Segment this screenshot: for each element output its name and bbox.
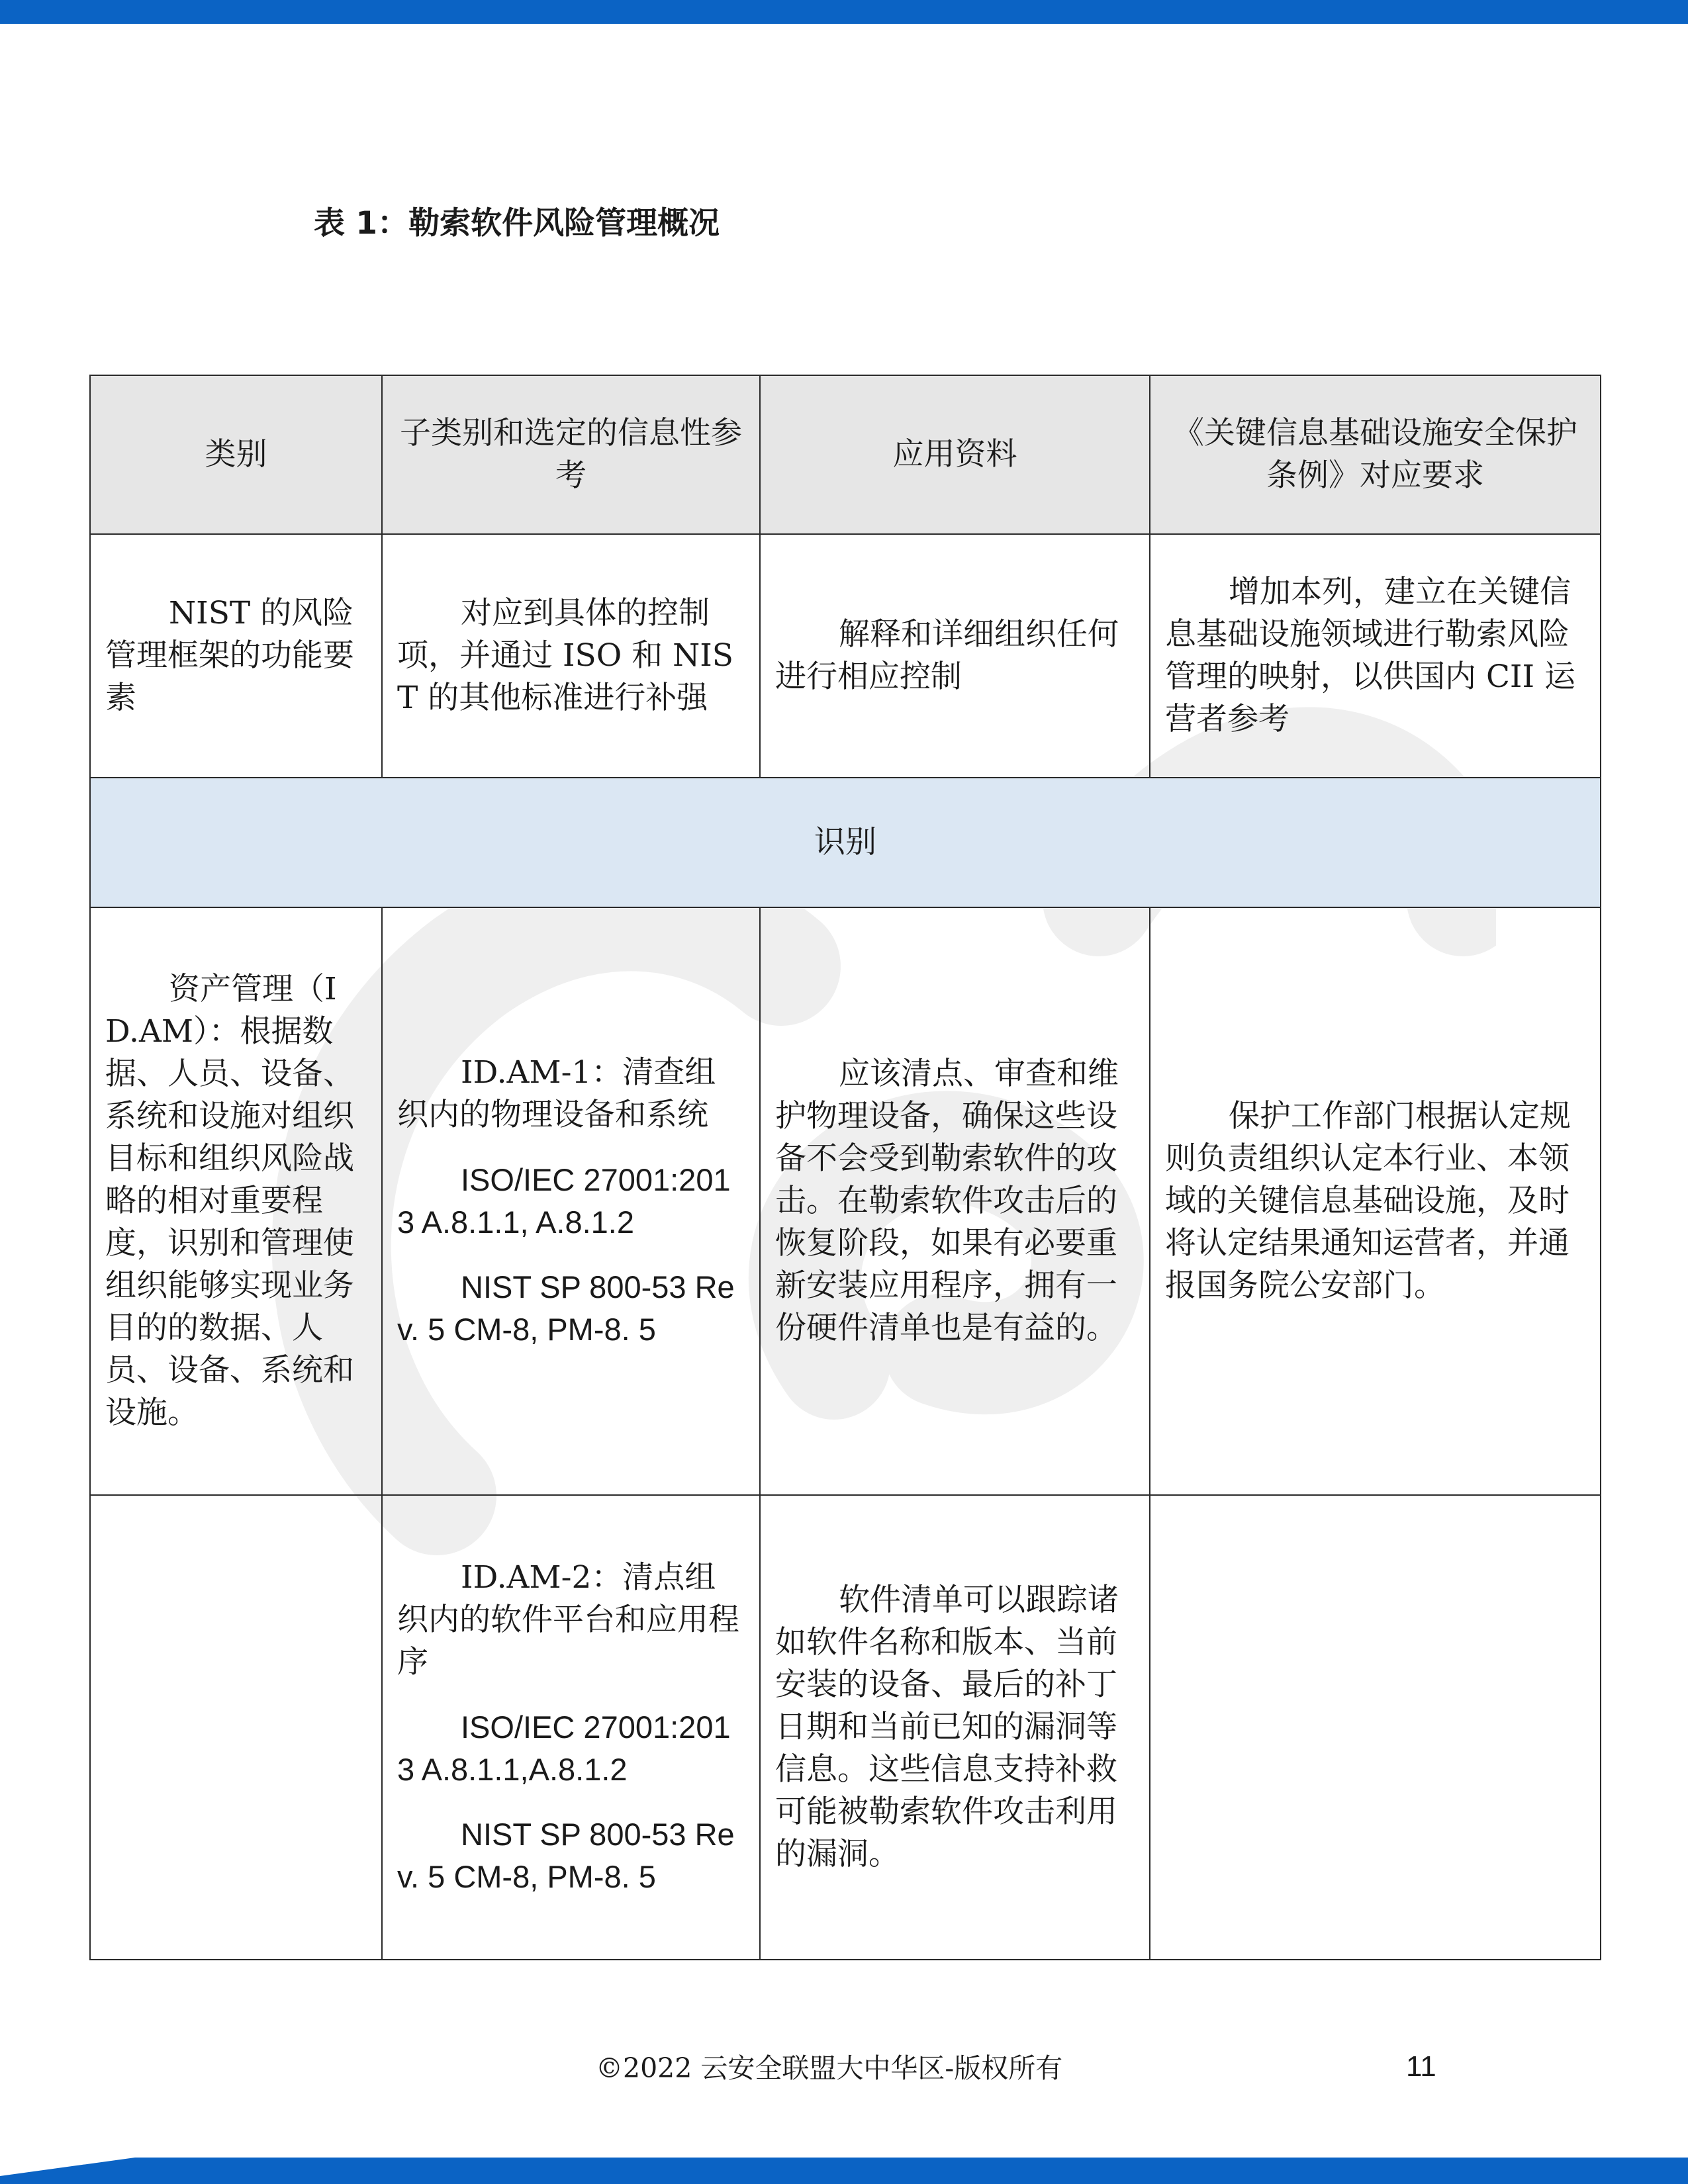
iso-reference: ISO/IEC 27001:2013 A.8.1.1, A.8.1.2 <box>397 1162 731 1240</box>
cii-cell: 保护工作部门根据认定规则负责组织认定本行业、本领域的关键信息基础设施，及时将认定结果通知运营者，并通报国务院公安部门。 <box>1150 907 1601 1495</box>
table-header-row <box>90 375 1601 534</box>
top-brand-band <box>0 0 1688 24</box>
ransomware-risk-table <box>89 375 1601 1960</box>
header-cii-requirement: 《关键信息基础设施安全保护条例》对应要求 <box>1150 375 1601 534</box>
nist-reference: NIST SP 800-53 Rev. 5 CM-8, PM-8. 5 <box>397 1269 735 1347</box>
table-row <box>90 1495 1601 1960</box>
header-category: 类别 <box>90 375 382 534</box>
application-cell: 应该清点、审查和维护物理设备，确保这些设备不会受到勒索软件的攻击。在勒索软件攻击后的恢复阶段，如果有必要重新安装应用程序，拥有一份硬件清单也是有益的。 <box>760 907 1150 1495</box>
table-title: 表 1：勒索软件风险管理概况 <box>314 205 720 242</box>
table-row <box>90 534 1601 778</box>
subcategory-cell <box>382 907 760 1495</box>
table-row <box>90 907 1601 1495</box>
subcategory-text: ID.AM-2：清点组织内的软件平台和应用程序 <box>397 1559 739 1680</box>
footer-copyright: ©2022 云安全联盟大中华区-版权所有 <box>596 2052 1063 2084</box>
subcategory-text: ID.AM-1：清查组织内的物理设备和系统 <box>397 1054 716 1133</box>
section-row <box>90 778 1601 907</box>
intro-cii-cell: 增加本列，建立在关键信息基础设施领域进行勒索风险管理的映射，以供国内 CII 运营者参考 <box>1150 534 1601 778</box>
header-application: 应用资料 <box>760 375 1150 534</box>
page-number: 11 <box>1406 2050 1436 2083</box>
subcategory-cell <box>382 1495 760 1960</box>
section-label: 识别 <box>90 778 1601 907</box>
category-cell: 资产管理（ID.AM）：根据数据、人员、设备、系统和设施对组织目标和组织风险战略的相对重要程度，识别和管理使组织能够实现业务目的的数据、人员、设备、系统和设施。 <box>90 907 382 1495</box>
header-subcategory: 子类别和选定的信息性参考 <box>382 375 760 534</box>
cii-cell <box>1150 1495 1601 1960</box>
intro-category-cell: NIST 的风险管理框架的功能要素 <box>90 534 382 778</box>
intro-application-cell: 解释和详细组织任何进行相应控制 <box>760 534 1150 778</box>
nist-reference: NIST SP 800-53 Rev. 5 CM-8, PM-8. 5 <box>397 1817 735 1894</box>
iso-reference: ISO/IEC 27001:2013 A.8.1.1,A.8.1.2 <box>397 1709 731 1787</box>
bottom-brand-band <box>0 2158 1688 2184</box>
category-cell <box>90 1495 382 1960</box>
application-cell: 软件清单可以跟踪诸如软件名称和版本、当前安装的设备、最后的补丁日期和当前已知的漏洞等信息。这些信息支持补救可能被勒索软件攻击利用的漏洞。 <box>760 1495 1150 1960</box>
intro-subcategory-cell: 对应到具体的控制项，并通过 ISO 和 NIST 的其他标准进行补强 <box>382 534 760 778</box>
